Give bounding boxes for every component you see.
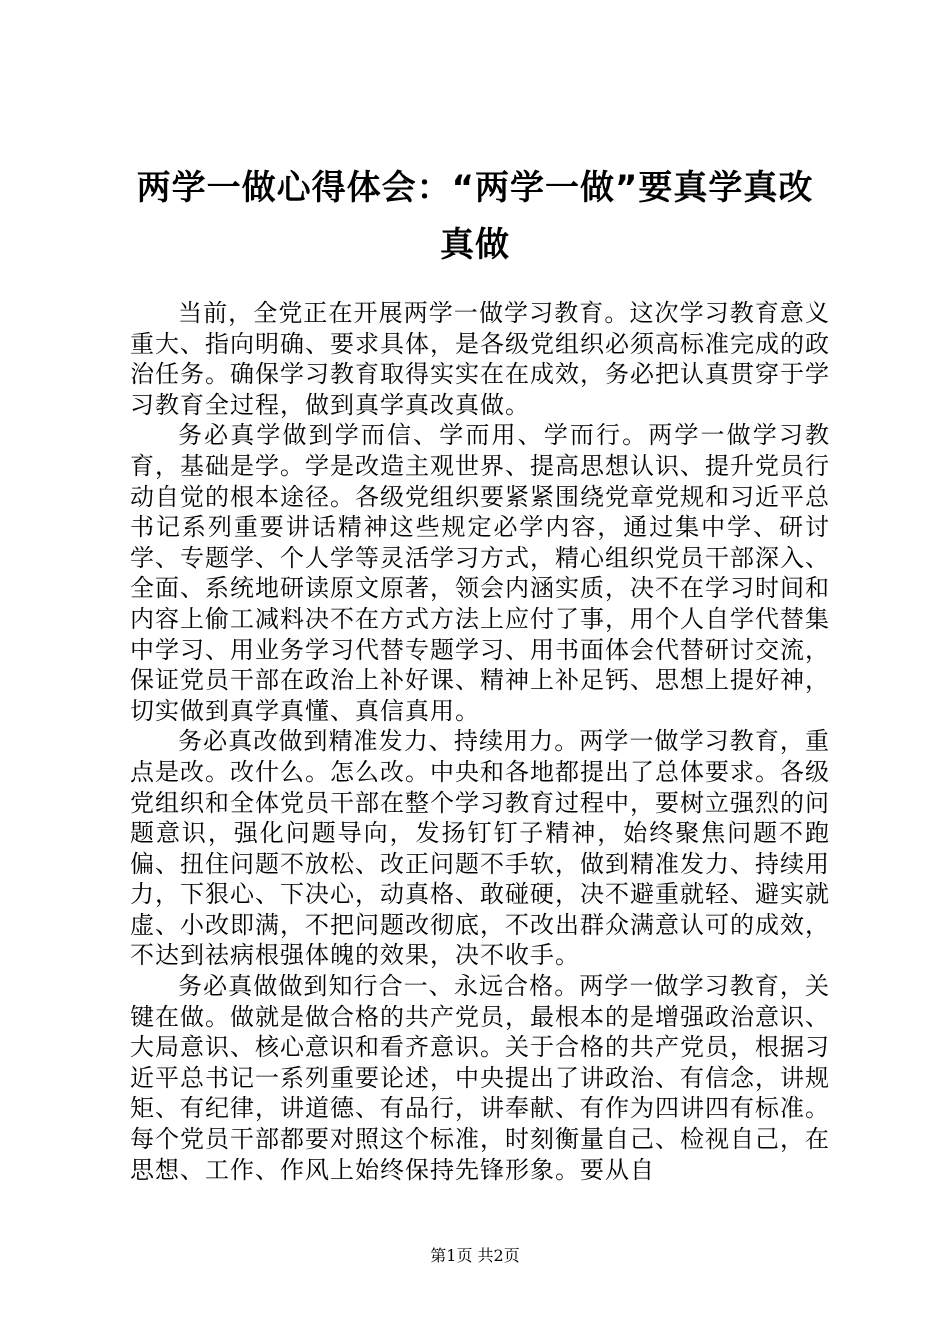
page-number-footer: 第1页 共2页: [430, 1246, 520, 1265]
paragraph: 务必真改做到精准发力、持续用力。两学一做学习教育，重点是改。改什么。怎么改。中央和各地都提出了总体要求。各级党组织和全体党员干部在整个学习教育过程中，要树立强烈的问题意识，强化问题导向，发扬钉钉子精神，始终聚焦问题不跑偏、扭住问题不放松、改正问题不手软，做到精准发力、持续用力，下狠心、下决心，动真格、敢碰硬，决不避重就轻、避实就虚、小改即满，不把问题改彻底，不改出群众满意认可的成效，不达到祛病根强体魄的效果，决不收手。: [130, 727, 830, 970]
document-body: [130, 298, 830, 1185]
paragraph: 务必真做做到知行合一、永远合格。两学一做学习教育，关键在做。做就是做合格的共产党员，最根本的是增强政治意识、大局意识、核心意识和看齐意识。关于合格的共产党员，根据习近平总书记一系列重要论述，中央提出了讲政治、有信念，讲规矩、有纪律，讲道德、有品行，讲奉献、有作为四讲四有标准。每个党员干部都要对照这个标准，时刻衡量自己、检视自己，在思想、工作、作风上始终保持先锋形象。要从自: [130, 972, 830, 1184]
paragraph: 务必真学做到学而信、学而用、学而行。两学一做学习教育，基础是学。学是改造主观世界、提高思想认识、提升党员行动自觉的根本途径。各级党组织要紧紧围绕党章党规和习近平总书记系列重要讲话精神这些规定必学内容，通过集中学、研讨学、专题学、个人学等灵活学习方式，精心组织党员干部深入、全面、系统地研读原文原著，领会内涵实质，决不在学习时间和内容上偷工减料决不在方式方法上应付了事，用个人自学代替集中学习、用业务学习代替专题学习、用书面体会代替研讨交流，保证党员干部在政治上补好课、精神上补足钙、思想上提好神，切实做到真学真懂、真信真用。: [130, 421, 830, 725]
paragraph: 当前，全党正在开展两学一做学习教育。这次学习教育意义重大、指向明确、要求具体，是各级党组织必须高标准完成的政治任务。确保学习教育取得实实在在成效，务必把认真贯穿于学习教育全过程，做到真学真改真做。: [130, 299, 830, 419]
document-title: 两学一做心得体会：“两学一做”要真学真改真做: [136, 168, 814, 265]
